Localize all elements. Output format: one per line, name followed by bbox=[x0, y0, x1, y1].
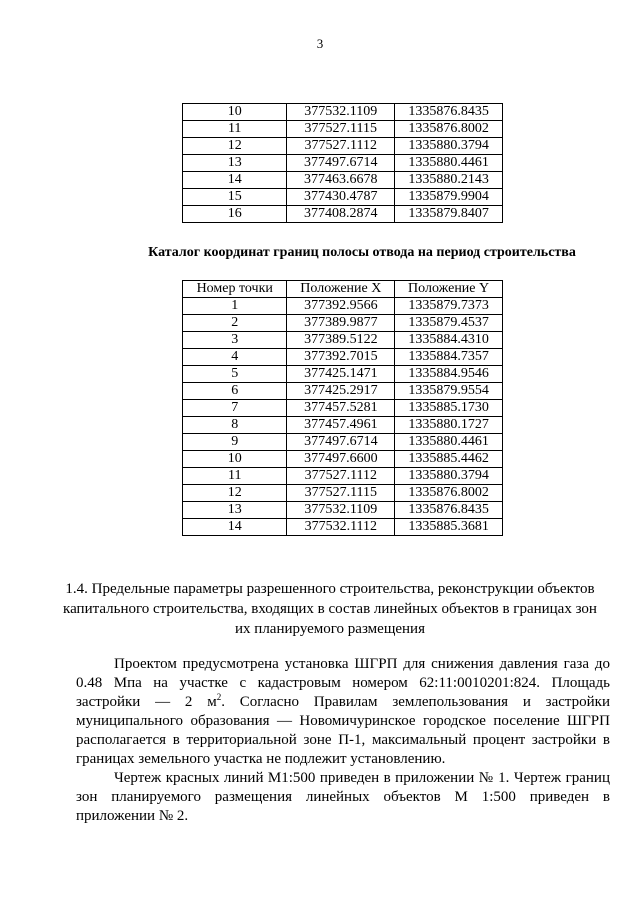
table-row bbox=[183, 502, 503, 519]
cell-position-y: 1335876.8002 bbox=[395, 121, 503, 138]
cell-position-y: 1335880.3794 bbox=[395, 138, 503, 155]
table-row bbox=[183, 349, 503, 366]
cell-point-number: 15 bbox=[183, 189, 287, 206]
header-position-x: Положение X bbox=[287, 281, 395, 298]
cell-position-x: 377497.6714 bbox=[287, 155, 395, 172]
cell-point-number: 13 bbox=[183, 155, 287, 172]
section-heading: 1.4. Предельные параметры разрешенного строительства, реконструкции объектов капитального строительства, входящих в состав линейных объектов в границах зон их планируемого размещения bbox=[63, 581, 597, 637]
cell-position-x: 377392.7015 bbox=[287, 349, 395, 366]
cell-point-number: 16 bbox=[183, 206, 287, 223]
cell-point-number: 13 bbox=[183, 502, 287, 519]
cell-position-y: 1335880.3794 bbox=[395, 468, 503, 485]
cell-position-y: 1335885.1730 bbox=[395, 400, 503, 417]
table-row bbox=[183, 451, 503, 468]
page-number: 3 bbox=[316, 36, 324, 51]
cell-position-x: 377463.6678 bbox=[287, 172, 395, 189]
paragraph-project-description bbox=[76, 655, 610, 769]
table-row bbox=[183, 332, 503, 349]
superscript: 2 bbox=[216, 692, 222, 702]
table-header-row bbox=[183, 281, 503, 298]
table-row bbox=[183, 298, 503, 315]
catalog-title: Каталог координат границ полосы отвода на период строительства bbox=[148, 245, 576, 260]
cell-position-y: 1335880.1727 bbox=[395, 417, 503, 434]
table-row bbox=[183, 400, 503, 417]
cell-position-x: 377425.1471 bbox=[287, 366, 395, 383]
cell-position-x: 377430.4787 bbox=[287, 189, 395, 206]
cell-point-number: 4 bbox=[183, 349, 287, 366]
cell-position-x: 377497.6714 bbox=[287, 434, 395, 451]
cell-position-x: 377527.1115 bbox=[287, 485, 395, 502]
cell-point-number: 2 bbox=[183, 315, 287, 332]
cell-position-y: 1335884.7357 bbox=[395, 349, 503, 366]
cell-point-number: 5 bbox=[183, 366, 287, 383]
cell-position-x: 377527.1112 bbox=[287, 468, 395, 485]
header-position-y: Положение Y bbox=[395, 281, 503, 298]
cell-position-y: 1335885.4462 bbox=[395, 451, 503, 468]
table-row bbox=[183, 434, 503, 451]
table-row bbox=[183, 485, 503, 502]
table-row bbox=[183, 121, 503, 138]
table-row bbox=[183, 417, 503, 434]
cell-point-number: 1 bbox=[183, 298, 287, 315]
right-of-way-coordinates-table bbox=[182, 280, 503, 536]
cell-position-y: 1335876.8002 bbox=[395, 485, 503, 502]
cell-position-x: 377532.1109 bbox=[287, 502, 395, 519]
cell-point-number: 9 bbox=[183, 434, 287, 451]
cell-position-x: 377425.2917 bbox=[287, 383, 395, 400]
cell-position-x: 377408.2874 bbox=[287, 206, 395, 223]
table-row bbox=[183, 315, 503, 332]
table-row bbox=[183, 366, 503, 383]
cell-position-x: 377532.1112 bbox=[287, 519, 395, 536]
table-row bbox=[183, 383, 503, 400]
table-row bbox=[183, 189, 503, 206]
cell-position-y: 1335880.4461 bbox=[395, 155, 503, 172]
cell-position-x: 377527.1112 bbox=[287, 138, 395, 155]
cell-position-x: 377389.5122 bbox=[287, 332, 395, 349]
cell-position-y: 1335879.8407 bbox=[395, 206, 503, 223]
table-row bbox=[183, 138, 503, 155]
cell-point-number: 11 bbox=[183, 468, 287, 485]
cell-position-y: 1335879.4537 bbox=[395, 315, 503, 332]
cell-position-x: 377457.4961 bbox=[287, 417, 395, 434]
cell-position-y: 1335879.7373 bbox=[395, 298, 503, 315]
table-body bbox=[183, 104, 503, 223]
cell-position-x: 377497.6600 bbox=[287, 451, 395, 468]
cell-position-x: 377457.5281 bbox=[287, 400, 395, 417]
cell-point-number: 6 bbox=[183, 383, 287, 400]
cell-position-y: 1335880.4461 bbox=[395, 434, 503, 451]
table-row bbox=[183, 104, 503, 121]
cell-point-number: 14 bbox=[183, 519, 287, 536]
coordinates-table-continued bbox=[182, 103, 503, 223]
header-point-number: Номер точки bbox=[183, 281, 287, 298]
cell-position-x: 377532.1109 bbox=[287, 104, 395, 121]
cell-position-y: 1335884.9546 bbox=[395, 366, 503, 383]
paragraph-text: . Согласно Правилам землепользования и застройки муниципального образования — Новомичуринское городское поселение ШГРП располагается в территориальной зоне П-1, максимальный процент застройки в границах земельного участка не подлежит установлению. bbox=[76, 694, 610, 767]
table-row bbox=[183, 468, 503, 485]
table-row bbox=[183, 172, 503, 189]
cell-position-y: 1335879.9904 bbox=[395, 189, 503, 206]
cell-point-number: 14 bbox=[183, 172, 287, 189]
cell-position-y: 1335884.4310 bbox=[395, 332, 503, 349]
cell-point-number: 10 bbox=[183, 104, 287, 121]
paragraph-text: Проектом предусмотрена установка ШГРП для снижения давления газа до 0.48 Мпа на участке с кадастровым номером 62:11:0010201:824. Площадь застройки — 2 м bbox=[76, 656, 610, 710]
cell-position-y: 1335879.9554 bbox=[395, 383, 503, 400]
table-row bbox=[183, 206, 503, 223]
cell-point-number: 12 bbox=[183, 485, 287, 502]
table-row bbox=[183, 155, 503, 172]
cell-position-y: 1335880.2143 bbox=[395, 172, 503, 189]
cell-point-number: 10 bbox=[183, 451, 287, 468]
cell-position-x: 377389.9877 bbox=[287, 315, 395, 332]
cell-position-y: 1335876.8435 bbox=[395, 502, 503, 519]
cell-point-number: 11 bbox=[183, 121, 287, 138]
cell-position-x: 377527.1115 bbox=[287, 121, 395, 138]
cell-point-number: 8 bbox=[183, 417, 287, 434]
cell-position-y: 1335885.3681 bbox=[395, 519, 503, 536]
cell-point-number: 7 bbox=[183, 400, 287, 417]
table-body bbox=[183, 298, 503, 536]
cell-point-number: 3 bbox=[183, 332, 287, 349]
cell-position-x: 377392.9566 bbox=[287, 298, 395, 315]
cell-position-y: 1335876.8435 bbox=[395, 104, 503, 121]
paragraph-appendix-reference: Чертеж красных линий М1:500 приведен в приложении № 1. Чертеж границ зон планируемого размещения линейных объектов М 1:500 приведен в приложении № 2. bbox=[76, 770, 610, 824]
table-row bbox=[183, 519, 503, 536]
cell-point-number: 12 bbox=[183, 138, 287, 155]
